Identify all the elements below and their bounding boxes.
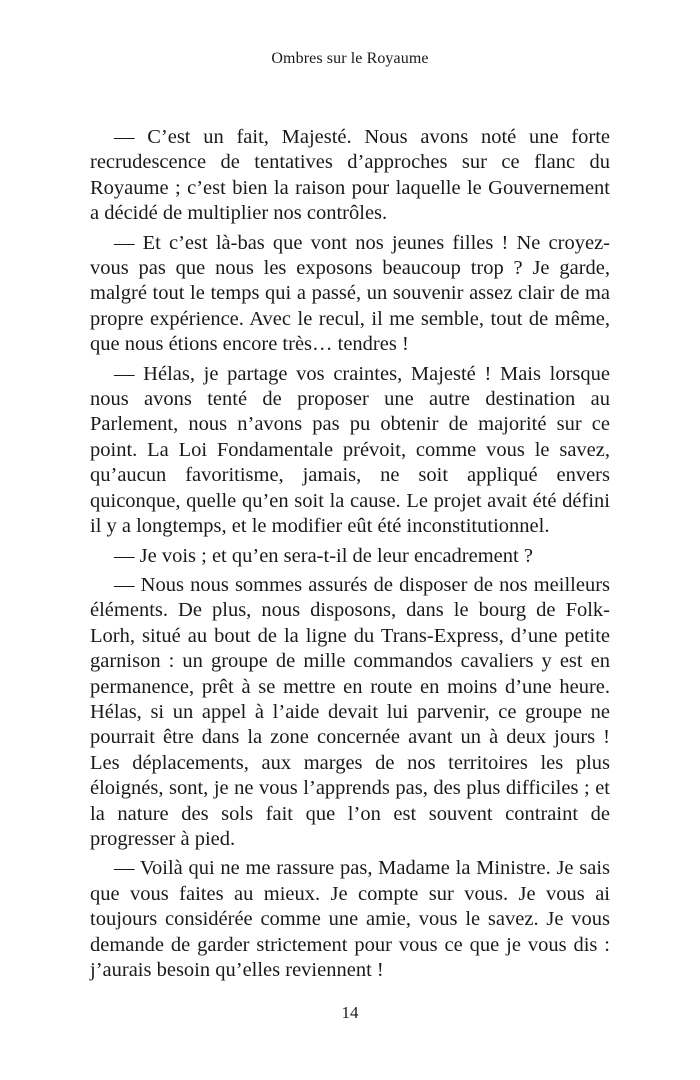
paragraph: — Je vois ; et qu’en sera-t-il de leur encadrement ? (114, 544, 533, 567)
paragraph: — Hélas, je partage vos craintes, Majesté ! Mais lorsque nous avons tenté de proposer une autre destination au Parlement, nous n’avons pas pu obtenir de majorité sur ce point. La Loi Fondamentale prévoit, comme vous le savez, qu’aucun favoritisme, jamais, ne soit appliqué envers quiconque, quelle qu’en soit la cause. Le projet avait été défini il y a longtemps, et le modifier eût été inconstitutionnel. (90, 362, 610, 538)
paragraph: — Nous nous sommes assurés de disposer de nos meilleurs éléments. De plus, nous disposons, dans le bourg de Folk-Lorh, situé au bout de la ligne du Trans-Express, d’une petite garnison : un groupe de mille commandos cavaliers y est en permanence, prêt à se mettre en route en moins d’une heure. Hélas, si un appel à l’aide devait lui parvenir, ce groupe ne pourrait être dans la zone concernée avant un à deux jours ! Les déplacements, aux marges de nos territoires les plus éloignés, sont, je ne vous l’apprends pas, des plus difficiles ; et la nature des sols fait que l’on est souvent contraint de progresser à pied. (90, 573, 610, 850)
paragraph: — Et c’est là-bas que vont nos jeunes filles ! Ne croyez-vous pas que nous les exposons beaucoup trop ? Je garde, malgré tout le temps qui a passé, un souvenir assez clair de ma propre expérience. Avec le recul, il me semble, tout de même, que nous étions encore très… tendres ! (90, 231, 610, 356)
paragraph: — C’est un fait, Majesté. Nous avons noté une forte recrudescence de tentatives d’approches sur ce flanc du Royaume ; c’est bien la raison pour laquelle le Gouvernement a décidé de multiplier nos contrôles. (90, 126, 610, 225)
body-text (90, 125, 610, 983)
page-number: 14 (341, 1003, 359, 1022)
paragraph: — Voilà qui ne me rassure pas, Madame la Ministre. Je sais que vous faites au mieux. Je compte sur vous. Je vous ai toujours considérée comme une amie, vous le savez. Je vous demande de garder strictement pour vous ce que je vous dis : j’aurais besoin qu’elles reviennent ! (90, 857, 610, 981)
running-header: Ombres sur le Royaume (271, 50, 429, 67)
